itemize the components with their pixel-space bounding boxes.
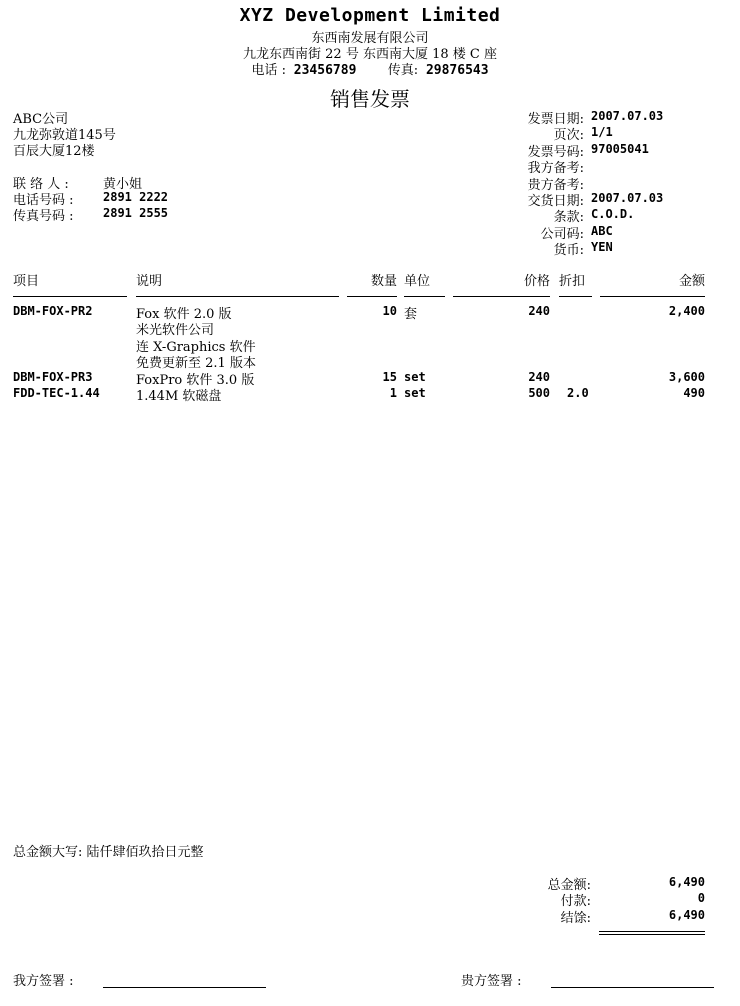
invoice-info-label: 交货日期: [527, 194, 584, 209]
line-item-unit: 套 [404, 307, 418, 322]
total-value: 6,490 [668, 908, 705, 922]
line-item-code: DBM-FOX-PR2 [13, 304, 93, 318]
total-label: 付款: [560, 894, 591, 909]
fax-label: 传真: [387, 63, 419, 78]
phone-label: 电话 : [251, 63, 286, 78]
total-label: 总金额: [547, 878, 591, 893]
invoice-info-label: 条款: [553, 210, 584, 225]
line-item-amount: 490 [683, 386, 705, 400]
our-signature-label: 我方签署 : [13, 974, 74, 989]
line-item-code: FDD-TEC-1.44 [13, 386, 100, 400]
company-name-cn: 东西南发展有限公司 [311, 31, 429, 46]
line-item-unit: set [404, 386, 426, 400]
invoice-info-value: C.O.D. [591, 207, 635, 221]
invoice-info-label: 发票号码: [527, 145, 584, 160]
fax-label-customer: 传真号码 : [13, 209, 74, 224]
total-value: 0 [697, 891, 705, 905]
company-name-en: XYZ Development Limited [239, 5, 501, 26]
line-item-price: 500 [528, 386, 550, 400]
invoice-info-value: 2007.07.03 [591, 109, 664, 123]
customer-name: ABC公司 [13, 112, 69, 127]
fax-value-customer: 2891 2555 [103, 206, 169, 220]
line-item-description: 免费更新至 2.1 版本 [136, 356, 256, 371]
col-item-header: 项目 [13, 274, 40, 289]
line-item-price: 240 [528, 304, 550, 318]
line-item-amount: 2,400 [668, 304, 705, 318]
totals-double-rule-2 [599, 934, 705, 935]
invoice-info-value: YEN [591, 240, 613, 254]
contact-label: 联 络 人 : [13, 177, 69, 192]
invoice-info-label: 贵方备考: [527, 178, 584, 193]
invoice-info-value: 1/1 [591, 125, 613, 139]
col-amount-header: 金额 [678, 274, 705, 289]
line-item-price: 240 [528, 370, 550, 384]
header-rule-desc [136, 296, 339, 297]
line-item-description: 1.44M 软磁盘 [136, 389, 222, 404]
amount-in-words-label: 总金额大写: [13, 845, 83, 860]
line-item-discount: 2.0 [567, 386, 589, 400]
header-rule-item [13, 296, 127, 297]
header-rule-discount [559, 296, 592, 297]
header-rule-qty [347, 296, 397, 297]
amount-in-words-value: 陆仟肆佰玖拾日元整 [86, 845, 204, 860]
col-price-header: 价格 [523, 274, 550, 289]
line-item-amount: 3,600 [668, 370, 705, 384]
line-item-description: FoxPro 软件 3.0 版 [136, 373, 255, 388]
invoice-info-value: 2007.07.03 [591, 191, 664, 205]
company-contact-line [0, 59, 740, 78]
header-rule-price [453, 296, 550, 297]
their-signature-label: 贵方签署 : [461, 974, 522, 989]
amount-in-words [13, 841, 204, 860]
invoice-info-value: ABC [591, 224, 613, 238]
contact-value: 黄小姐 [103, 177, 143, 192]
invoice-info-label: 我方备考: [527, 161, 584, 176]
company-address: 九龙东西南街 22 号 东西南大厦 18 楼 C 座 [243, 47, 497, 62]
customer-address-1: 九龙弥敦道145号 [13, 128, 116, 143]
line-item-description: Fox 软件 2.0 版 [136, 307, 232, 322]
tel-label: 电话号码 : [13, 193, 74, 208]
invoice-info-label: 页次: [553, 128, 584, 143]
line-item-description: 米光软件公司 [136, 323, 215, 338]
total-label: 结馀: [560, 911, 591, 926]
line-item-description: 连 X-Graphics 软件 [136, 340, 256, 355]
line-item-qty: 15 [382, 370, 397, 384]
line-item-unit: set [404, 370, 426, 384]
phone-value: 23456789 [293, 63, 357, 78]
invoice-info-value: 97005041 [591, 142, 649, 156]
invoice-info-label: 发票日期: [527, 112, 584, 127]
col-discount-header: 折扣 [559, 274, 586, 289]
our-signature-line [103, 987, 266, 988]
fax-value: 29876543 [425, 63, 489, 78]
their-signature-line [551, 987, 714, 988]
line-item-qty: 1 [389, 386, 397, 400]
totals-double-rule-1 [599, 931, 705, 932]
tel-value: 2891 2222 [103, 190, 169, 204]
header-rule-unit [404, 296, 445, 297]
line-item-qty: 10 [382, 304, 397, 318]
header-rule-amount [600, 296, 705, 297]
col-qty-header: 数量 [370, 274, 397, 289]
document-title: 销售发票 [330, 87, 410, 111]
invoice-info-label: 公司码: [540, 227, 584, 242]
customer-address-2: 百辰大厦12楼 [13, 144, 95, 159]
col-desc-header: 说明 [136, 274, 163, 289]
total-value: 6,490 [668, 875, 705, 889]
invoice-info-label: 货币: [553, 243, 584, 258]
col-unit-header: 单位 [404, 274, 431, 289]
line-item-code: DBM-FOX-PR3 [13, 370, 93, 384]
